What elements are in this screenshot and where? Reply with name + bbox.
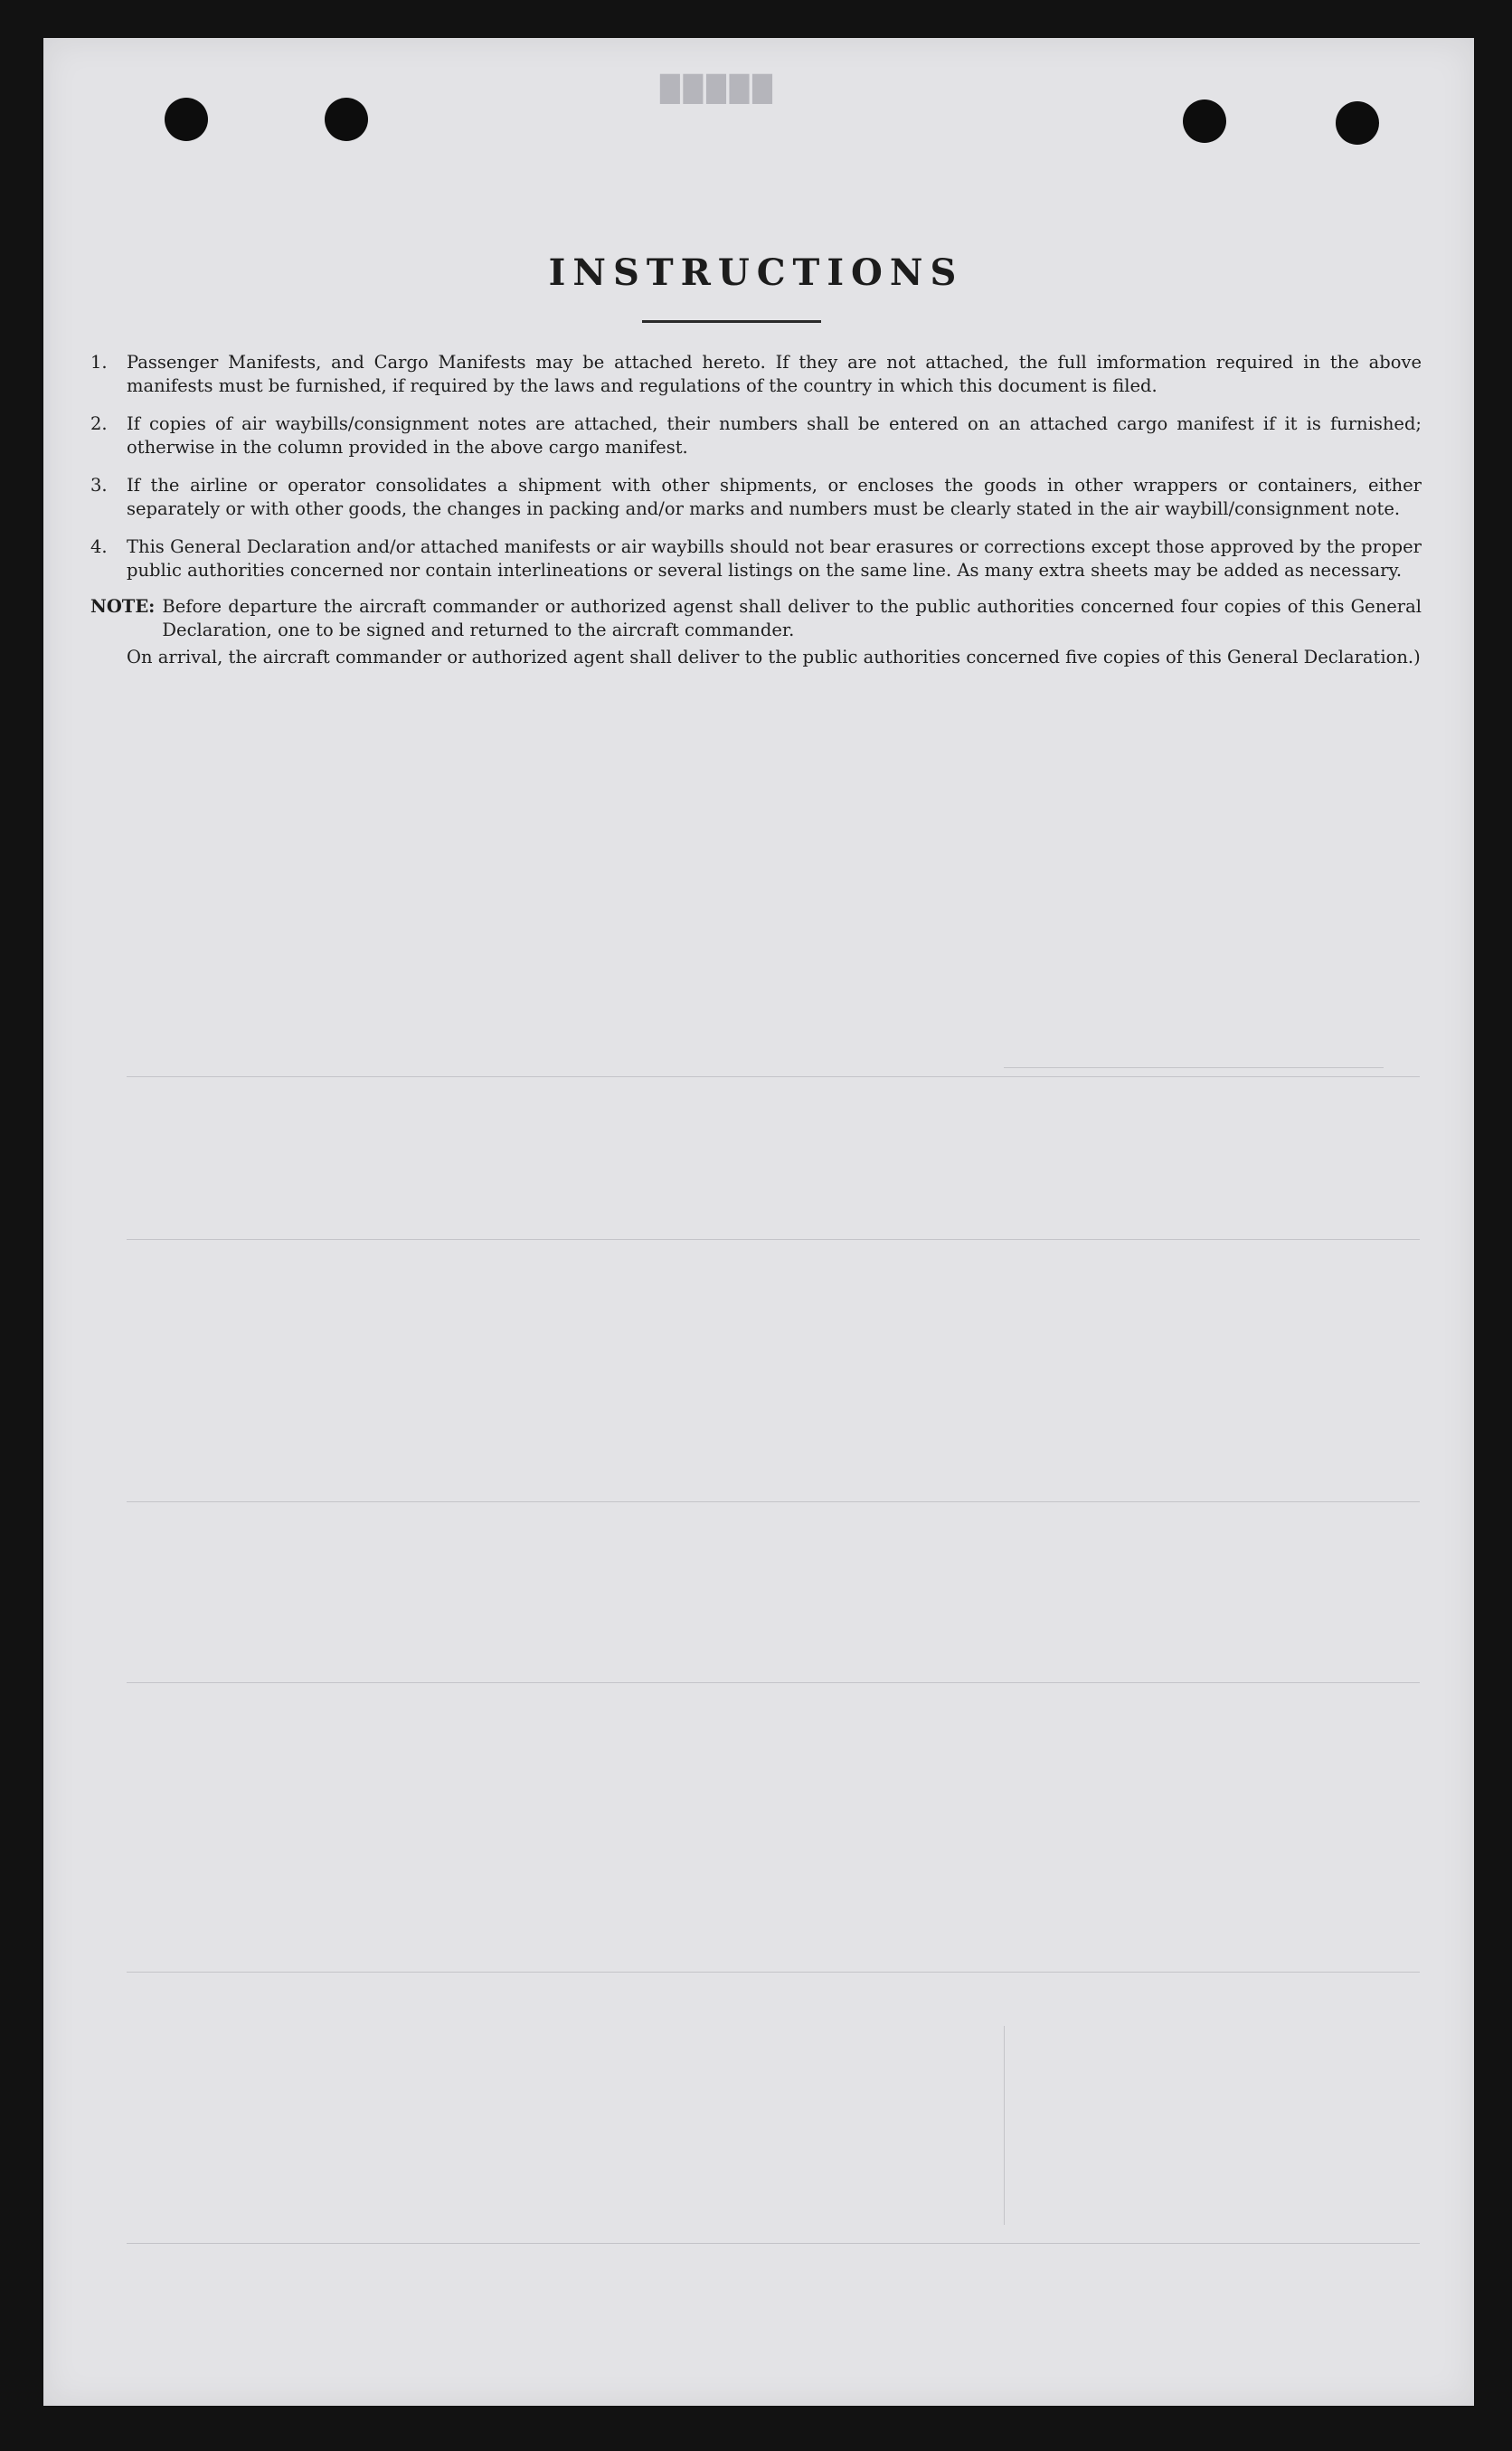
- instruction-text: Passenger Manifests, and Cargo Manifests may be attached hereto. If they are not attached, the full imformation required in the above manifests must be furnished, if required by the laws and regulations of the country in which this document is filed.: [127, 352, 1422, 396]
- bleed-through-rule: [127, 1076, 1420, 1077]
- instruction-number: 2.: [90, 413, 108, 434]
- note-label: NOTE:: [90, 596, 156, 617]
- instruction-number: 1.: [90, 352, 108, 373]
- bleed-through-rule: [127, 1501, 1420, 1502]
- instruction-text: If the airline or operator consolidates a shipment with other shipments, or encloses the goods in other wrappers or containers, either separately or with other goods, the changes in packing and/or marks and numbers must be clearly stated in the air waybill/consignment note.: [127, 475, 1422, 519]
- instructions-list: [90, 351, 1422, 669]
- bleed-through-rule: [127, 2243, 1420, 2244]
- page-title: INSTRUCTIONS: [548, 251, 964, 294]
- instruction-text: This General Declaration and/or attached manifests or air waybills should not bear erasures or corrections except those approved by the proper public authorities concerned nor contain interlineations or several listings on the same line. As many extra sheets may be added as necessary.: [127, 536, 1422, 581]
- instruction-item: [90, 535, 1422, 582]
- punch-hole: [1183, 99, 1226, 143]
- instruction-text: If copies of air waybills/consignment notes are attached, their numbers shall be entered on an attached cargo manifest if it is furnished; otherwise in the column provided in the above cargo manifest.: [127, 413, 1422, 458]
- punch-hole: [1336, 101, 1379, 145]
- bleed-through-rule: [127, 1682, 1420, 1683]
- instruction-item: [90, 351, 1422, 398]
- instruction-item: [90, 474, 1422, 521]
- bleed-through-rule: [127, 1972, 1420, 1973]
- punch-hole: [325, 98, 368, 141]
- instruction-item: [90, 412, 1422, 459]
- bleed-through-heading: █████: [660, 74, 776, 104]
- punch-hole: [165, 98, 208, 141]
- note-block: [90, 595, 1422, 642]
- note-arrival-text: On arrival, the aircraft commander or authorized agent shall deliver to the public authorities concerned five copies of this General Declaration.): [127, 647, 1421, 667]
- title-underline: [642, 320, 821, 323]
- bleed-through-rule: [127, 1239, 1420, 1240]
- note-text: Before departure the aircraft commander or authorized agenst shall deliver to the public authorities concerned four copies of this General Declaration, one to be signed and returned to the aircraft commander.: [162, 596, 1422, 640]
- instruction-number: 3.: [90, 475, 108, 496]
- instruction-number: 4.: [90, 536, 108, 557]
- bleed-through-rule: [1004, 2026, 1005, 2225]
- bleed-through-rule: [1004, 1067, 1384, 1068]
